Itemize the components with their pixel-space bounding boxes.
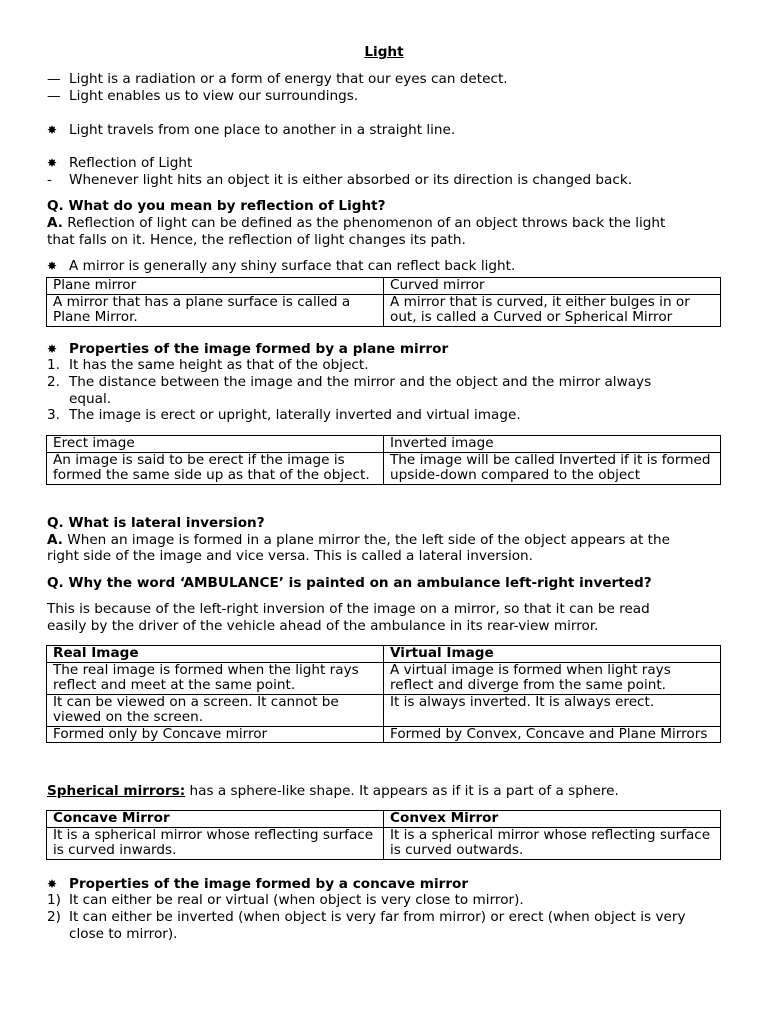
table-cell: An image is said to be erect if the image is formed the same side up as that of the object. <box>47 452 384 484</box>
section-heading-text: Properties of the image formed by a plane mirror <box>69 341 449 357</box>
table-cell: A mirror that is curved, it either bulges in or out, is called a Curved or Spherical Mirror <box>384 294 721 326</box>
table-header-cell: Real Image <box>47 646 384 663</box>
answer-line: right side of the image and vice versa. This is called a lateral inversion. <box>47 548 533 564</box>
answer-line: This is because of the left-right inversion of the image on a mirror, so that it can be read <box>47 601 650 617</box>
dash-marker: - <box>47 172 52 188</box>
list-text: close to mirror). <box>69 926 178 942</box>
definition-text: has a sphere-like shape. It appears as if it is a part of a sphere. <box>185 783 619 799</box>
table-cell: It is a spherical mirror whose reflecting surface is curved inwards. <box>47 827 384 859</box>
star-bullet-icon: ✸ <box>47 123 58 137</box>
table-row <box>47 726 721 743</box>
answer-line: easily by the driver of the vehicle ahead of the ambulance in its rear-view mirror. <box>47 618 599 634</box>
section-heading-text: Properties of the image formed by a concave mirror <box>69 876 469 892</box>
mirror-types-table <box>46 277 721 327</box>
table-cell: Formed only by Concave mirror <box>47 726 384 743</box>
star-bullet-icon: ✸ <box>47 156 58 170</box>
table-header-row <box>47 646 721 663</box>
table-header-row <box>47 278 721 295</box>
bullet-text: Light travels from one place to another in a straight line. <box>69 122 456 138</box>
table-header-cell: Virtual Image <box>384 646 721 663</box>
dash-marker: — <box>47 88 61 104</box>
table-row <box>47 662 721 694</box>
table-cell: Formed by Convex, Concave and Plane Mirrors <box>384 726 721 743</box>
list-text: It has the same height as that of the object. <box>69 357 369 373</box>
star-bullet-icon: ✸ <box>47 342 58 356</box>
table-cell: A virtual image is formed when light rays reflect and diverge from the same point. <box>384 662 721 694</box>
term-label: Spherical mirrors: <box>47 783 186 799</box>
intro-text: Light is a radiation or a form of energy that our eyes can detect. <box>69 71 508 87</box>
answer-label: A. <box>47 532 63 548</box>
answer-text: When an image is formed in a plane mirror the, the left side of the object appears at the <box>62 532 670 548</box>
list-text: The image is erect or upright, laterally inverted and virtual image. <box>69 407 521 423</box>
concave-convex-table <box>46 810 721 860</box>
table-cell: It can be viewed on a screen. It cannot be viewed on the screen. <box>47 694 384 726</box>
table-cell: The image will be called Inverted if it is formed upside-down compared to the object <box>384 452 721 484</box>
table-header-cell: Plane mirror <box>47 278 384 295</box>
answer-label: A. <box>47 215 63 231</box>
bullet-text: A mirror is generally any shiny surface that can reflect back light. <box>69 258 516 274</box>
star-bullet-icon: ✸ <box>47 877 58 891</box>
list-number: 1) <box>47 892 61 908</box>
table-header-cell: Inverted image <box>384 436 721 453</box>
table-cell: The real image is formed when the light rays reflect and meet at the same point. <box>47 662 384 694</box>
answer-line: that falls on it. Hence, the reflection of light changes its path. <box>47 232 466 248</box>
list-number: 2) <box>47 909 61 925</box>
question-heading: Q. Why the word ‘AMBULANCE’ is painted on an ambulance left-right inverted? <box>47 575 652 591</box>
table-header-cell: Convex Mirror <box>384 811 721 828</box>
table-header-cell: Curved mirror <box>384 278 721 295</box>
question-heading: Q. What is lateral inversion? <box>47 515 265 531</box>
table-cell: A mirror that has a plane surface is called a Plane Mirror. <box>47 294 384 326</box>
table-header-row <box>47 811 721 828</box>
list-number: 3. <box>47 407 60 423</box>
question-heading: Q. What do you mean by reflection of Light? <box>47 198 386 214</box>
answer-line <box>47 532 670 548</box>
sub-point-text: Whenever light hits an object it is either absorbed or its direction is changed back. <box>69 172 633 188</box>
table-row <box>47 294 721 326</box>
table-row <box>47 694 721 726</box>
table-cell: It is a spherical mirror whose reflecting surface is curved outwards. <box>384 827 721 859</box>
definition-line <box>47 783 619 799</box>
bullet-text: Reflection of Light <box>69 155 193 171</box>
list-number: 2. <box>47 374 60 390</box>
list-text: It can either be real or virtual (when object is very close to mirror). <box>69 892 524 908</box>
star-bullet-icon: ✸ <box>47 259 58 273</box>
table-header-row <box>47 436 721 453</box>
answer-text: Reflection of light can be defined as the phenomenon of an object throws back the light <box>62 215 666 231</box>
real-virtual-table <box>46 645 721 743</box>
page-title: Light <box>364 44 404 60</box>
table-cell: It is always inverted. It is always erect. <box>384 694 721 726</box>
table-header-cell: Erect image <box>47 436 384 453</box>
table-row <box>47 827 721 859</box>
answer-line <box>47 215 665 231</box>
list-text: The distance between the image and the mirror and the object and the mirror always <box>69 374 652 390</box>
intro-text: Light enables us to view our surroundings. <box>69 88 359 104</box>
list-text: equal. <box>69 391 112 407</box>
list-number: 1. <box>47 357 60 373</box>
table-row <box>47 452 721 484</box>
table-header-cell: Concave Mirror <box>47 811 384 828</box>
dash-marker: — <box>47 71 61 87</box>
list-text: It can either be inverted (when object is very far from mirror) or erect (when object is very <box>69 909 686 925</box>
erect-inverted-table <box>46 435 721 485</box>
